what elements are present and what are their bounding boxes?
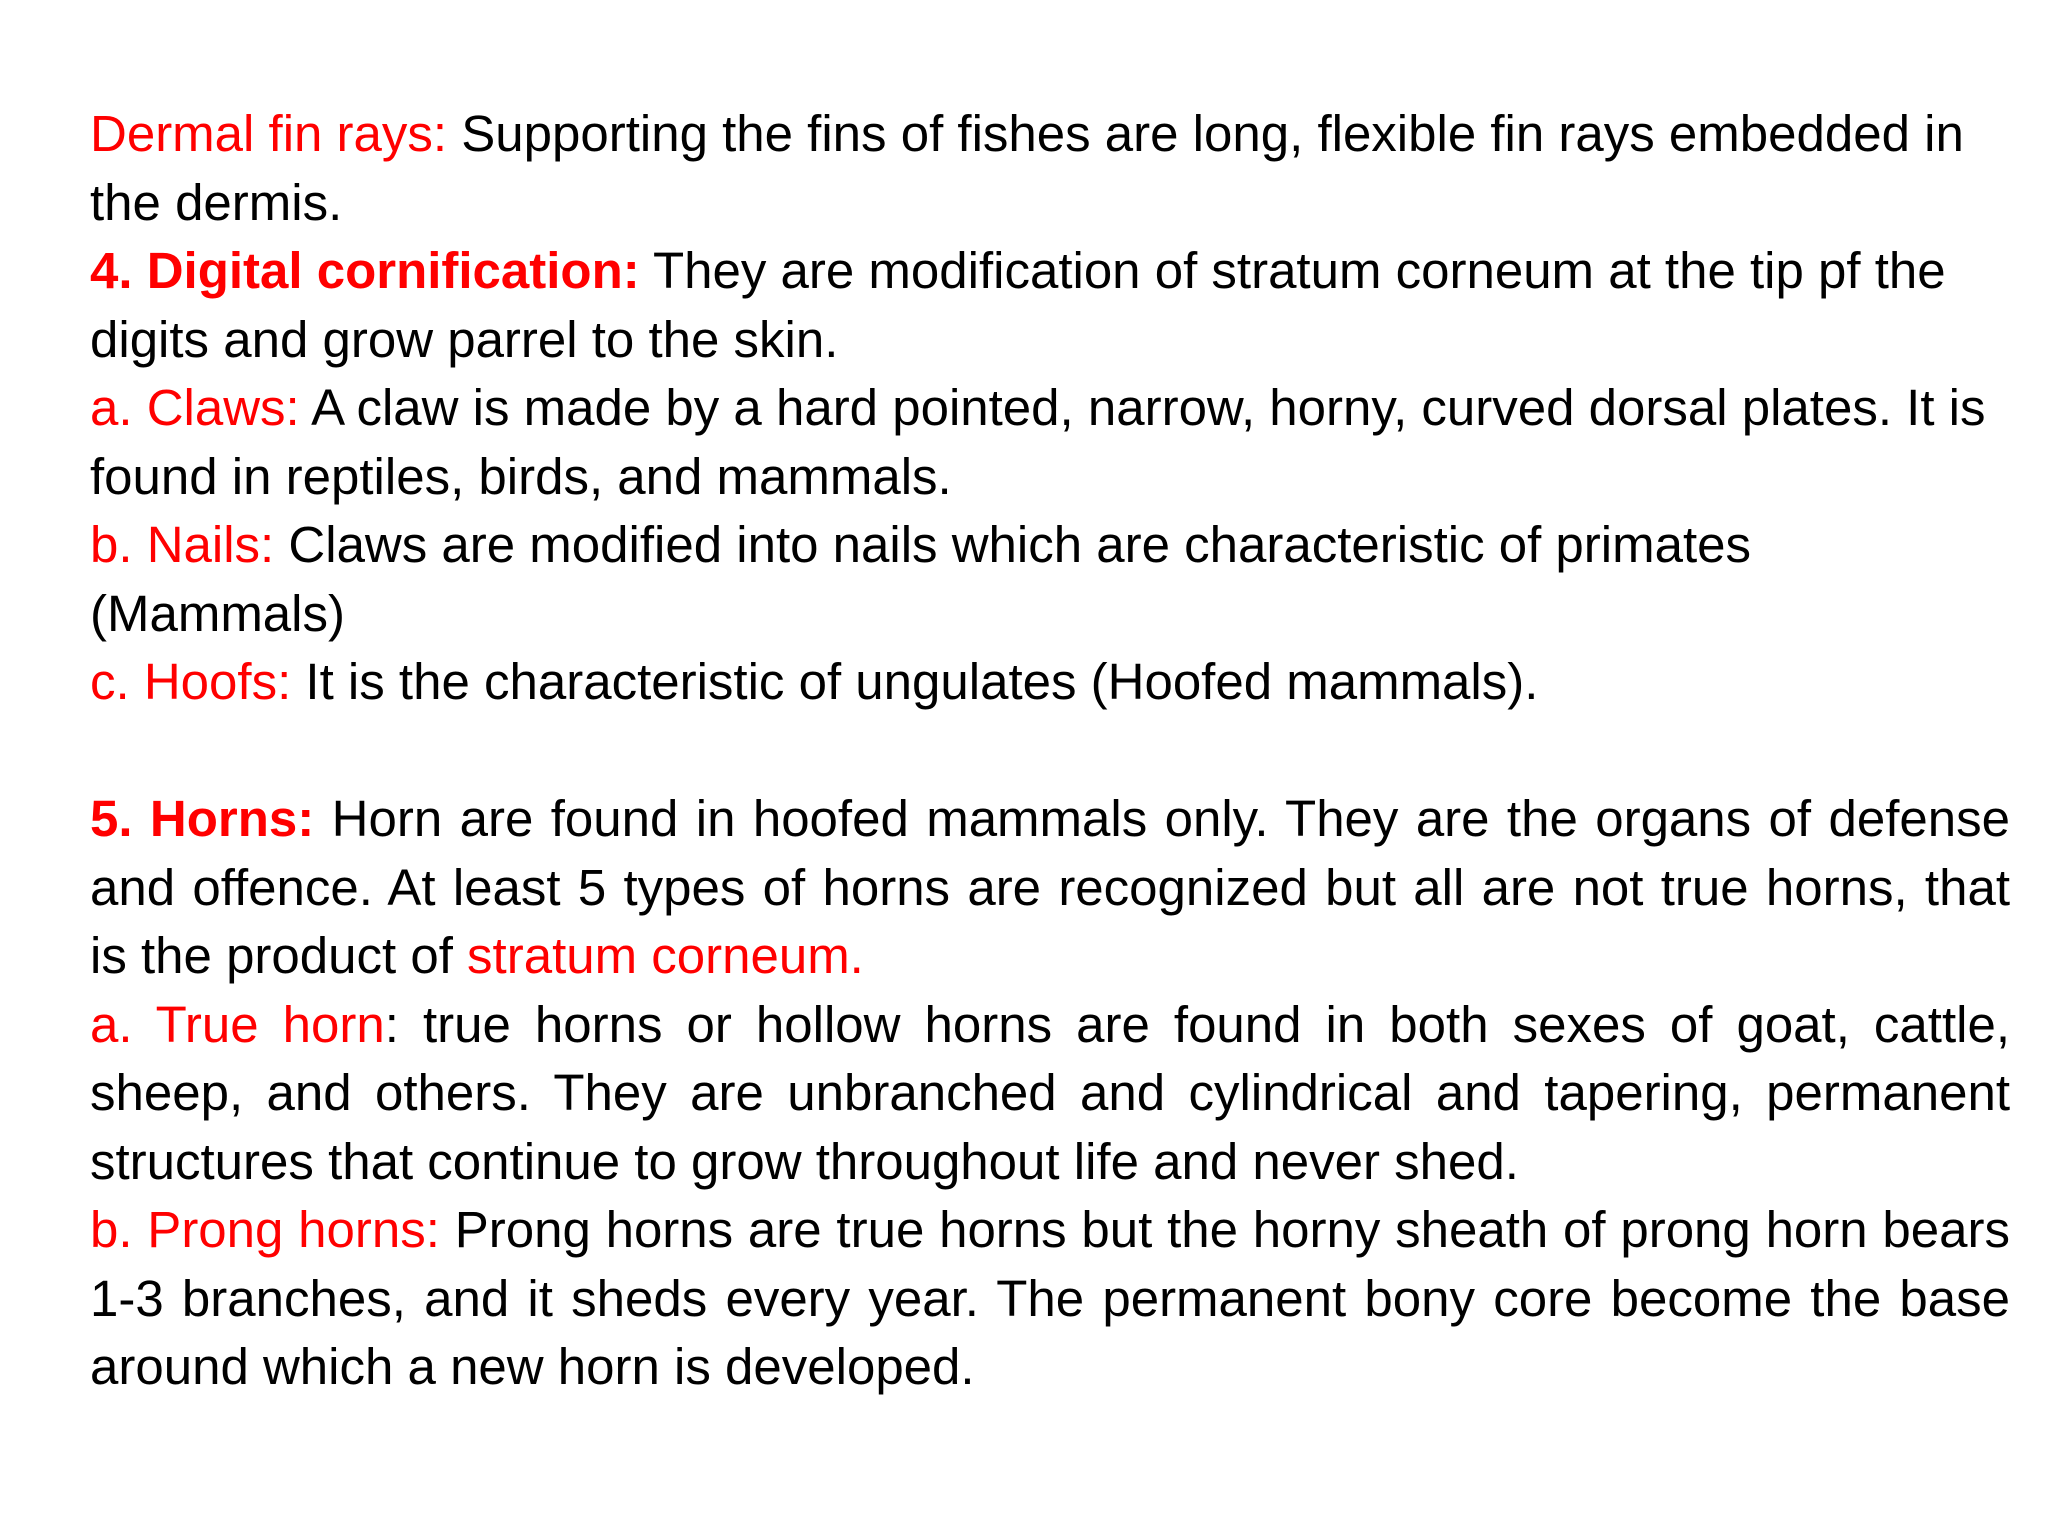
nails-heading: b. Nails: [90, 516, 275, 573]
claws-paragraph [90, 374, 2010, 511]
true-horn-text: : true horns or hollow horns are found in both sexes of goat, cattle, sheep, and others. They are unbranched and cylindrical and tapering, permanent structures that continue to grow throughout life and never shed. [90, 995, 2010, 1190]
hoofs-heading: c. Hoofs: [90, 653, 292, 710]
dermal-fin-rays-heading: Dermal fin rays: [90, 105, 448, 162]
stratum-corneum-highlight: stratum corneum. [467, 927, 864, 984]
hoofs-paragraph [90, 648, 2010, 717]
horns-paragraph [90, 785, 2010, 991]
digital-cornification-paragraph [90, 237, 2010, 374]
prong-horns-paragraph [90, 1196, 2010, 1402]
true-horn-heading: a. True horn [90, 995, 385, 1053]
nails-paragraph [90, 511, 2010, 648]
horns-heading: 5. Horns: [90, 790, 315, 847]
true-horn-paragraph [90, 991, 2010, 1197]
digital-cornification-text: They are modification of stratum corneum at the tip pf the digits and grow parrel to the skin. [90, 242, 1946, 368]
horns-text: Horn are found in hoofed mammals only. They are the organs of defense and offence. At least 5 types of horns are recognized but all are not true horns, that is the product of [90, 790, 2010, 984]
claws-heading: a. Claws: [90, 379, 300, 436]
claws-text: A claw is made by a hard pointed, narrow, horny, curved dorsal plates. It is found in reptiles, birds, and mammals. [90, 379, 1986, 505]
dermal-fin-rays-text: Supporting the fins of fishes are long, flexible fin rays embedded in the dermis. [90, 105, 1964, 231]
hoofs-text: It is the characteristic of ungulates (Hoofed mammals). [291, 653, 1539, 710]
paragraph-spacer [90, 717, 2010, 786]
dermal-fin-rays-paragraph [90, 100, 2010, 237]
prong-horns-text: Prong horns are true horns but the horny sheath of prong horn bears 1-3 branches, and it sheds every year. The permanent bony core become the base around which a new horn is developed. [90, 1201, 2010, 1395]
digital-cornification-heading: 4. Digital cornification: [90, 242, 640, 299]
prong-horns-heading: b. Prong horns: [90, 1201, 440, 1258]
nails-text: Claws are modified into nails which are characteristic of primates (Mammals) [90, 516, 1751, 642]
slide-content [90, 100, 2010, 1402]
